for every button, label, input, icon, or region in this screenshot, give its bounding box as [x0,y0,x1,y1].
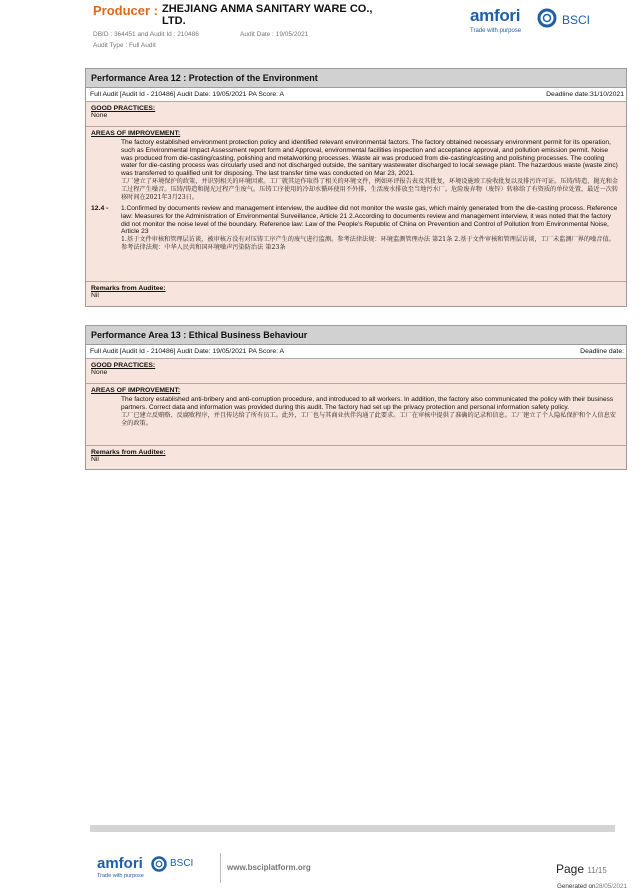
pa13-title: Performance Area 13 : Ethical Business Behaviour [86,326,626,345]
amfori-bsci-logo [470,6,600,36]
pa12-good-label: GOOD PRACTICES: [91,105,156,112]
amfori-ring-icon [537,8,557,28]
generated-on [557,883,627,890]
pa12-aoi-english: The factory established environment protection policy and identified relevant environmental factors. The factory obtained necessary environment permit for its operation, such as Environmental Impact Assessment report form and Approval, environmental facilities inspection and acceptance approval, and pollution emission permit. Noise was produced from die-casting/casting, polishing and metalworking processes. Waste air was produced from die-casting/casting and polishing processes. The cooling water for die-casting process was circularly used and not discharged outside, the sanitary wastewater discharged to local sewage plant. The hazardous waste (waste zinc) was transferred to qualified unit for disposing. The last transfer time was conducted on Mar 23, 2021. [121,139,618,178]
footer-bsci-word: BSCI [170,858,194,869]
footer-logo-word: amfori [97,855,143,872]
bsci-logo-word: BSCI [562,13,591,27]
dbid-text: DBID : 364451 and Audit Id : 210486 [93,31,199,38]
footer-amfori-logo [97,855,194,879]
pa12-aoi-label: AREAS OF IMPROVEMENT: [91,130,181,137]
amfori-logo-word: amfori [470,6,521,25]
pa13-remarks-label: Remarks from Auditee: [91,449,166,456]
generated-label: Generated on [557,883,596,890]
pa12-info-text: Full Audit [Audit Id - 210486] Audit Date: 19/05/2021 PA Score: A [90,91,285,98]
pa12-audit-info [86,88,626,102]
pa12-remarks-label: Remarks from Auditee: [91,285,166,292]
pa12-remarks-value: Nil [91,292,99,299]
logo-tagline: Trade with purpose [470,28,522,34]
pa13-audit-info [86,345,626,359]
producer-label: Producer : [93,3,159,18]
audit-type-text: Audit Type : Full Audit [93,42,156,49]
footer-tagline: Trade with purpose [97,873,144,879]
pa12-item-chinese: 1.基于文件审核和管理层访谈，被审核方没有对压铸工序产生的废气进行监测。参考法律法规：环境监测管理办法 第21条 2.基于文件审核和管理层访谈，工厂未监测厂界的噪音值。参考法律法规：中华人民共和国环境噪声污染防治法 第23条 [121,236,615,252]
pa13-aoi-label: AREAS OF IMPROVEMENT: [91,387,181,394]
audit-date-text: Audit Date : 19/05/2021 [240,31,309,38]
footer-vertical-divider [220,853,221,883]
footer-divider-bar [90,825,615,832]
pa13-aoi-chinese: 工厂已建立反贿赂、反腐败程序，并且传达给了所有员工。此外，工厂也与其商业伙伴沟通了此要求。工厂在审核中提供了准确的记录和信息。工厂建立了个人隐私保护和个人信息安全的政策。 [121,411,616,427]
pa13-deadline: Deadline date: [580,348,624,355]
performance-area-13-panel [85,325,627,470]
pa12-remarks [86,282,626,306]
pa13-areas-of-improvement [86,384,626,446]
pa13-aoi-english: The factory established anti-bribery and anti-corruption procedure, and introduced to all workers. In addition, the factory also communicated the policy with their business partners. Correct data and information was provided during this audit. The factory had set up the privacy protection and personal information safety policy. [121,396,614,411]
pa13-good-label: GOOD PRACTICES: [91,362,156,369]
pa13-info-text: Full Audit [Audit Id - 210486] Audit Date: 19/05/2021 PA Score: A [90,348,285,355]
page-number [556,862,607,876]
company-name: ZHEJIANG ANMA SANITARY WARE CO., LTD. [162,3,373,27]
performance-area-12-panel [85,68,627,307]
pa12-item-english: 1.Confirmed by documents review and management interview, the auditee did not monitor the waste gas, which mainly generated from the die-casting process. Reference law: Measures for the Administration of Environmental Surveillance, Article 21 2.According to documents review and management interview, it was noted that the factory did not monitor the noise level of the boundary. Reference law: Law of the People's Republic of China on Prevention and Control of Pollution from Environmental Noise, Article 23 [121,204,618,236]
page-label: Page [556,862,585,876]
pa13-good-practices [86,359,626,384]
pa12-deadline: Deadline date:31/10/2021 [546,91,624,98]
pa12-good-practices [86,102,626,127]
pa12-areas-of-improvement [86,127,626,282]
pa12-aoi-chinese: 工厂建立了环境保护的政策，并识别相关的环境因素。工厂就其运作取得了相关的环境文件，例如环评报告表及其批复，环境设施竣工验收批复以及排污许可证。压铸/铸造、抛光和金工过程产生噪音。压铸/铸造和抛光过程产生废气。压铸工序使用的冷却水循环使用不外排，生活废水排放至当地污水厂。危险废弃物（废锌）转移给了有资质的单位处置，最近一次转移时间在2021年3月23日。 [121,177,619,201]
pa13-remarks [86,446,626,469]
pa12-good-value: None [91,112,108,119]
pa12-title: Performance Area 12 : Protection of the Environment [86,69,626,88]
page-count: 11/15 [587,866,607,875]
footer-url-link[interactable]: www.bsciplatform.org [227,863,311,872]
pa13-good-value: None [91,369,108,376]
generated-date: 28/05/2021 [595,883,628,890]
pa12-item-number: 12.4 - [91,204,109,212]
footer-amfori-ring-icon [151,856,167,872]
pa12-item-12-4 [91,205,621,252]
pa13-remarks-value: Nil [91,456,99,463]
